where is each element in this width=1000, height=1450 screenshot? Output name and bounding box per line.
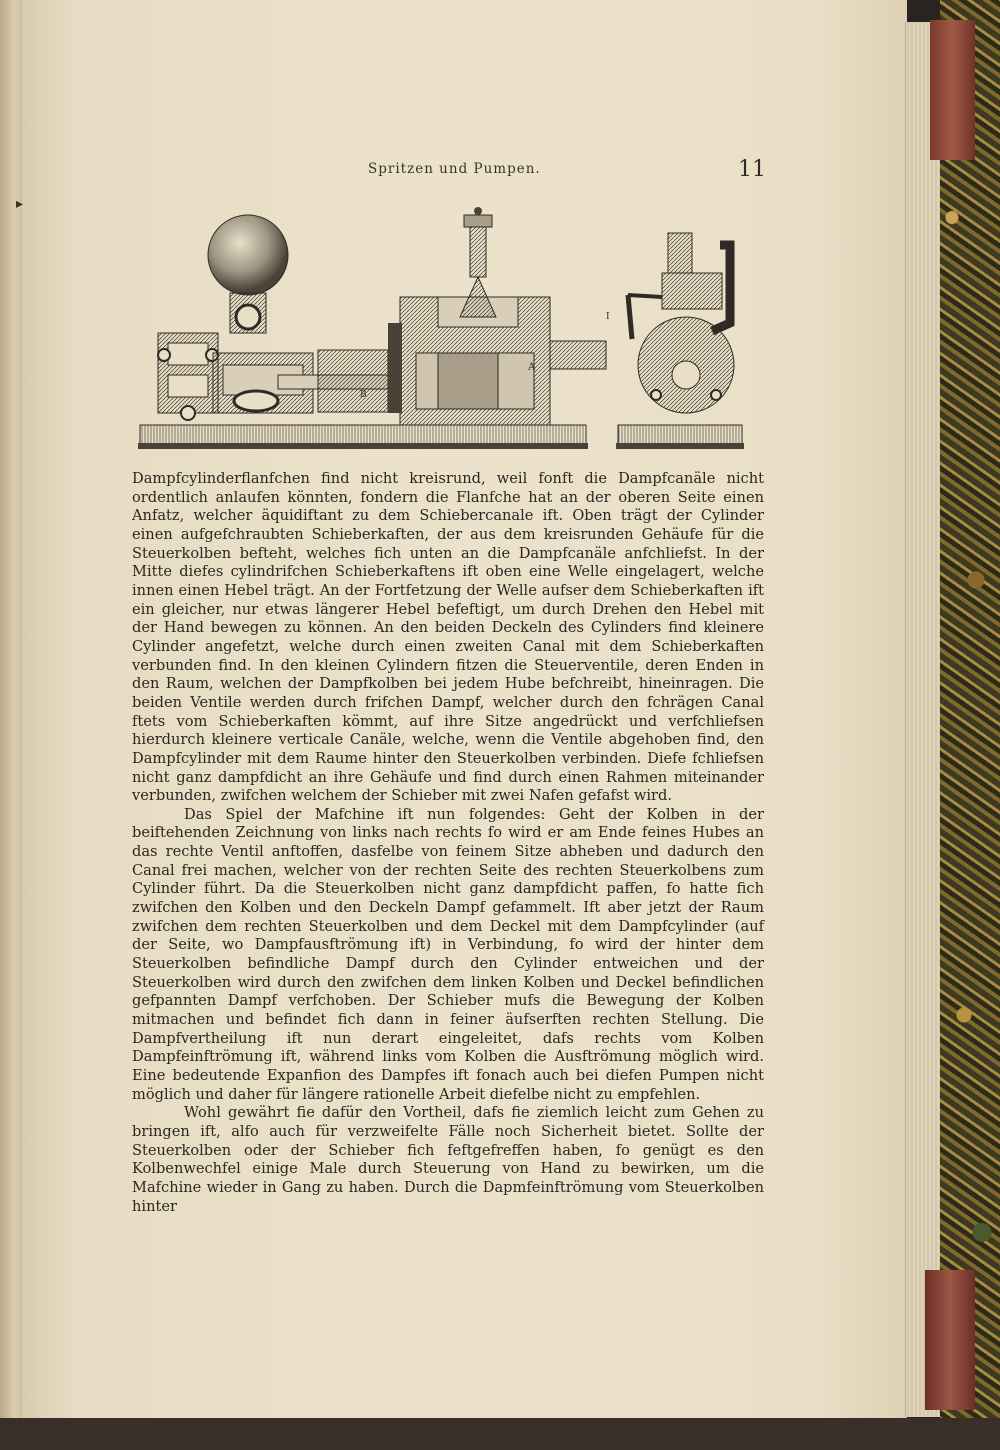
steam-cylinder bbox=[388, 207, 606, 425]
side-elevation bbox=[606, 233, 734, 413]
svg-text:A: A bbox=[528, 362, 536, 373]
running-title: Spritzen und Pumpen. bbox=[368, 161, 541, 177]
svg-text:B: B bbox=[360, 390, 367, 400]
base-plate bbox=[138, 425, 744, 449]
air-vessel bbox=[208, 215, 288, 333]
left-page-edge bbox=[0, 0, 24, 1450]
paragraph-3: Wohl gewährt fie dafür den Vortheil, dafs fie ziemlich leicht zum Gehen zu bringen ift, alfo auch für verzweifelte Fälle noch Sicherheit bietet. Sollte der Steuerkolben oder der Schieber fich feftgefreffen haben, fo genügt es den Kolbenwechfel einige Male durch Steuerung von Hand zu bewirken, um die Mafchine wieder in Gang zu haben. Durch die Dapmfeinftrömung vom Steuerkolben hinter bbox=[132, 1104, 764, 1215]
svg-text:I: I bbox=[606, 312, 610, 322]
paragraph-2: Das Spiel der Mafchine ift nun folgendes: Geht der Kolben in der beiftehenden Zeichnung von links nach rechts fo wird er am Ende feines Hubes an das rechte Ventil anftoffen, dasfelbe von feinem Sitze abheben und dadurch den Canal frei machen, welcher von der rechten Seite des rechten Steuerkolbens zum Cylinder führt. Da die Steuerkolben nicht ganz dampfdicht paffen, fo hatte fich zwifchen den Kolben und den Deckeln Dampf gefammelt. Ift aber jetzt der Raum zwifchen dem rechten Steuerkolben und dem Deckel mit dem Dampfcylinder (auf der Seite, wo Dampfausftrömung ift) in Verbindung, fo wird der hinter dem Steuerkolben befindliche Dampf durch den Cylinder entweichen und der Steuerkolben wird durch den zwifchen dem linken Kolben und Deckel befindlichen gefpannten Dampf verfchoben. Der Schieber mufs die Bewegung der Kolben mitmachen und befindet fich dann in feiner äufserften rechten Stellung. Die Dampfvertheilung ift nun derart eingeleitet, dafs rechts vom Kolben Dampfeinftrömung ift, während links vom Kolben die Ausftrömung möglich wird. Eine bedeutende Expanfion des Dampfes ift fonach auch bei diefen Pumpen nicht möglich und daher für längere rationelle Arbeit diefelbe nicht zu empfehlen. bbox=[132, 805, 764, 1103]
margin-mark-icon: ▸ bbox=[16, 196, 24, 212]
cover-corner-top bbox=[930, 20, 975, 160]
bottom-shadow bbox=[0, 1418, 1000, 1450]
steam-pump-engraving bbox=[138, 205, 758, 455]
cover-corner-bottom bbox=[925, 1270, 975, 1410]
paragraph-1: Dampfcylinderflanfchen find nicht kreisrund, weil fonft die Dampfcanäle nicht ordentlich anlaufen könnten, fondern die Flanfche hat an der oberen Seite einen Anfatz, welcher äquidiftant zu dem Schiebercanale ift. Oben trägt der Cylinder einen aufgefchraubten Schieberkaften, der aus dem kreisrunden Gehäufe für die Steuerkolben befteht, welches fich unten an die Dampfcanäle anfchliefst. In der Mitte diefes cylindrifchen Schieberkaftens ift oben eine Welle eingelagert, welche innen einen Hebel trägt. An der Fortfetzung der Welle aufser dem Schieberkaften ift ein gleicher, nur etwas längerer Hebel befeftigt, um durch Drehen den Hebel mit der Hand bewegen zu können. An den beiden Deckeln des Cylinders find kleinere Cylinder angefetzt, welche durch einen zweiten Canal mit dem Schieberkaften verbunden find. In den kleinen Cylindern fitzen die Steuerventile, deren Enden in den Raum, welchen der Dampfkolben bei jedem Hube befchreibt, hineinragen. Die beiden Ventile werden durch frifchen Dampf, welcher durch den fchrägen Canal ftets vom Schieberkaften kömmt, auf ihre Sitze angedrückt und verfchliefsen hierdurch kleinere verticale Canäle, welche, wenn die Ventile abgehoben find, den Dampfcylinder mit dem Raume hinter den Steuerkolben verbinden. Diefe fchliefsen nicht ganz dampfdicht an ihre Gehäufe und find durch einen Rahmen miteinander verbunden, zwifchen welchem der Schieber mit zwei Nafen gefafst wird. bbox=[132, 470, 764, 805]
page-number: 11 bbox=[738, 157, 766, 182]
marbled-cover bbox=[940, 0, 1000, 1450]
pump-body bbox=[158, 333, 388, 420]
body-text bbox=[132, 470, 764, 1216]
